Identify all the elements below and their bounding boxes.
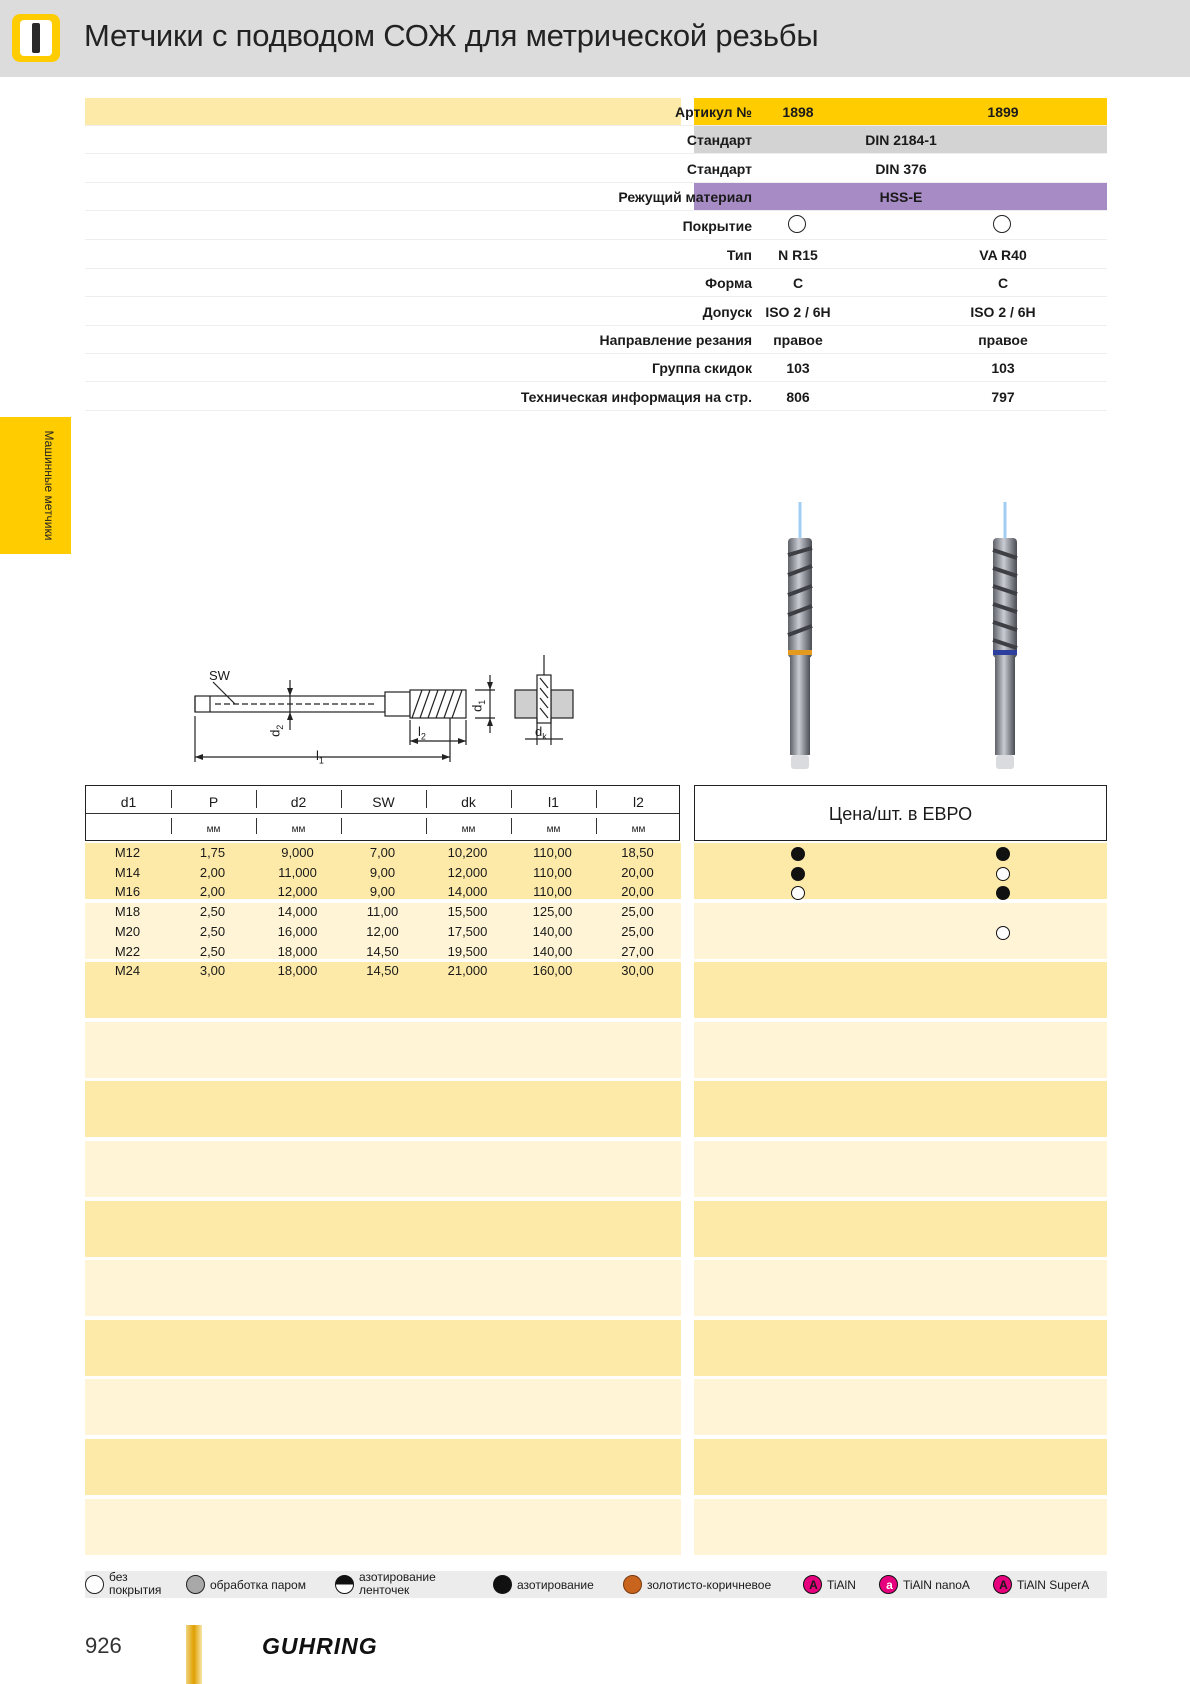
gold-brown-icon: [623, 1575, 642, 1594]
cell-l2: 27,00: [621, 944, 654, 959]
tap-1898-image: [770, 500, 830, 772]
table-band: [85, 1379, 681, 1435]
spec-value: правое: [773, 332, 823, 348]
table-band: [85, 1260, 681, 1316]
spec-row-direction: [85, 326, 1107, 354]
tialn-icon: A: [803, 1575, 822, 1594]
cell-d2: 11,000: [278, 865, 317, 880]
legend-label: азотирование: [517, 1578, 594, 1592]
available-stock-icon: [996, 886, 1010, 900]
price-band: [694, 1439, 1107, 1495]
col-header: P: [208, 794, 219, 810]
price-band: [694, 1379, 1107, 1435]
spec-label: Допуск: [702, 304, 752, 320]
cell-l1: 110,00: [533, 865, 572, 880]
price-band: [694, 1499, 1107, 1555]
spec-value: N R15: [778, 247, 818, 263]
cell-l2: 25,00: [621, 924, 654, 939]
cell-sw: 11,00: [366, 904, 399, 919]
available-stock-icon: [996, 847, 1010, 861]
spec-value: VA R40: [979, 247, 1027, 263]
dim-l1-label: $l_1$: [316, 748, 324, 766]
cell-d2: 18,000: [277, 944, 318, 959]
price-band: [694, 843, 1107, 899]
col-header: dk: [461, 794, 476, 810]
cell-sw: 12,00: [366, 924, 399, 939]
spec-row-material: [85, 183, 1107, 211]
dim-d2-label: $d_2$: [267, 724, 285, 737]
cell-p: 2,50: [199, 944, 226, 959]
cell-l2: 30,00: [621, 963, 654, 978]
spec-label: Техническая информация на стр.: [520, 389, 752, 405]
tap-logo-icon: [12, 14, 60, 62]
cell-d2: 18,000: [277, 963, 318, 978]
spec-value: 103: [786, 360, 810, 376]
legend-label: ленточек: [359, 1583, 410, 1597]
cell-d1: M24: [114, 963, 141, 978]
col-unit: мм: [461, 824, 476, 835]
price-band: [694, 1260, 1107, 1316]
legend-label: TiAlN: [827, 1578, 856, 1592]
spec-value: C: [997, 275, 1009, 291]
coating-none-icon: [993, 215, 1011, 233]
spec-value: 806: [786, 389, 810, 405]
steam-treated-icon: [186, 1575, 205, 1594]
spec-label: Стандарт: [686, 161, 752, 177]
available-order-icon: [791, 886, 805, 900]
coating-none-icon: [788, 215, 806, 233]
cell-d1: M22: [114, 944, 141, 959]
table-band: [85, 1141, 681, 1197]
spec-row-standard-2: [85, 155, 1107, 183]
cell-p: 2,00: [199, 865, 226, 880]
tap-1899-image: [975, 500, 1035, 772]
cell-p: 2,50: [199, 904, 226, 919]
spec-label: Покрытие: [682, 218, 752, 234]
tialn-nanoa-icon: a: [879, 1575, 898, 1594]
brand-logo: GUHRING: [262, 1633, 378, 1659]
cell-dk: 14,000: [447, 884, 488, 899]
legend-label: без: [109, 1570, 128, 1584]
col-unit: мм: [631, 824, 646, 835]
spec-label: Группа скидок: [652, 360, 752, 376]
cell-p: 3,00: [199, 963, 226, 978]
cell-d1: M20: [114, 924, 141, 939]
cell-l2: 18,50: [621, 845, 654, 860]
available-stock-icon: [791, 847, 805, 861]
col-header: l2: [633, 794, 644, 810]
col-unit: мм: [206, 824, 221, 835]
table-band: [85, 1499, 681, 1555]
cell-sw: 14,50: [366, 963, 399, 978]
spec-value: ISO 2 / 6H: [970, 304, 1036, 320]
price-band: [694, 903, 1107, 959]
cell-l1: 125,00: [532, 904, 573, 919]
standard-value: DIN 2184-1: [865, 132, 937, 148]
col-unit: мм: [291, 824, 306, 835]
spec-label: Артикул №: [675, 104, 752, 120]
legend-label: TiAlN SuperA: [1017, 1578, 1090, 1592]
material-value: HSS-E: [879, 189, 923, 205]
spec-row-article: [85, 98, 1107, 126]
tialn-supera-icon: A: [993, 1575, 1012, 1594]
coating-legend: [85, 1571, 1107, 1598]
uncoated-icon: [85, 1575, 104, 1594]
cell-sw: 7,00: [369, 845, 396, 860]
spec-label: Режущий материал: [618, 189, 752, 205]
price-band: [694, 962, 1107, 1018]
legend-label: TiAlN nanoA: [903, 1578, 970, 1592]
spec-label: Направление резания: [599, 332, 752, 348]
col-header: d1: [120, 794, 137, 810]
cell-l2: 20,00: [621, 865, 654, 880]
cell-d1: M18: [114, 904, 141, 919]
spec-row-type: [85, 241, 1107, 269]
cell-l2: 25,00: [621, 904, 654, 919]
side-tab-label: Машинные метчики: [42, 430, 56, 541]
dim-l2-label: $l_2$: [418, 724, 426, 742]
dim-d1-label: $d_1$: [469, 699, 487, 712]
nitride-icon: [493, 1575, 512, 1594]
dim-dk-label: $d_k$: [535, 724, 547, 742]
table-band: [85, 1081, 681, 1137]
col-header: d2: [290, 794, 307, 810]
available-order-icon: [996, 926, 1010, 940]
price-band: [694, 1081, 1107, 1137]
table-band: [85, 1439, 681, 1495]
cell-l2: 20,00: [621, 884, 654, 899]
cell-l1: 110,00: [533, 884, 572, 899]
spec-value: C: [792, 275, 804, 291]
tap-dimension-drawing: [185, 650, 585, 780]
spec-row-standard-1: [85, 126, 1107, 154]
spec-row-discount: [85, 354, 1107, 382]
cell-sw: 9,00: [369, 884, 396, 899]
cell-sw: 9,00: [369, 865, 396, 880]
table-header: [85, 785, 680, 841]
price-band: [694, 1201, 1107, 1257]
cell-d2: 14,000: [277, 904, 318, 919]
strip-nitride-icon: [335, 1575, 354, 1594]
legend-label: золотисто-коричневое: [647, 1578, 772, 1592]
available-order-icon: [996, 867, 1010, 881]
cell-d2: 12,000: [277, 884, 318, 899]
cell-d2: 16,000: [277, 924, 318, 939]
spec-value: 103: [991, 360, 1015, 376]
cell-dk: 19,500: [447, 944, 488, 959]
cell-dk: 15,500: [447, 904, 488, 919]
price-band: [694, 1141, 1107, 1197]
col-unit: мм: [546, 824, 561, 835]
spec-label: Форма: [705, 275, 752, 291]
col-header: SW: [372, 794, 395, 810]
cell-l1: 140,00: [532, 944, 573, 959]
spec-label: Стандарт: [686, 132, 752, 148]
spec-row-tolerance: [85, 298, 1107, 326]
spec-value: правое: [978, 332, 1028, 348]
spec-label: Тип: [726, 247, 752, 263]
spec-row-techinfo: [85, 383, 1107, 411]
legend-label: обработка паром: [210, 1578, 306, 1592]
cell-sw: 14,50: [366, 944, 399, 959]
article-1898: 1898: [782, 104, 814, 120]
cell-p: 1,75: [199, 845, 226, 860]
spec-value: ISO 2 / 6H: [765, 304, 831, 320]
cell-l1: 140,00: [532, 924, 573, 939]
price-band: [694, 1022, 1107, 1078]
cell-dk: 10,200: [447, 845, 488, 860]
cell-d1: M16: [114, 884, 141, 899]
col-header: l1: [548, 794, 559, 810]
cell-d1: M12: [114, 845, 141, 860]
page-number: 926: [85, 1633, 122, 1658]
standard-value: DIN 376: [875, 161, 927, 177]
cell-dk: 21,000: [447, 963, 488, 978]
spec-value: 797: [991, 389, 1015, 405]
cell-d1: M14: [114, 865, 141, 880]
cell-p: 2,00: [199, 884, 226, 899]
footer-accent-bar: [186, 1625, 202, 1684]
table-band: [85, 1320, 681, 1376]
cell-p: 2,50: [199, 924, 226, 939]
legend-label: азотирование: [359, 1570, 436, 1584]
cell-l1: 160,00: [532, 963, 573, 978]
cell-l1: 110,00: [533, 845, 572, 860]
cell-d2: 9,000: [281, 845, 314, 860]
cell-dk: 17,500: [447, 924, 488, 939]
article-1899: 1899: [987, 104, 1019, 120]
page-title: Метчики с подводом СОЖ для метрической резьбы: [84, 18, 819, 53]
price-header: Цена/шт. в ЕВРО: [694, 785, 1107, 841]
available-stock-icon: [791, 867, 805, 881]
dim-sw-label: SW: [209, 668, 230, 683]
table-band: [85, 1022, 681, 1078]
spec-row-form: [85, 269, 1107, 297]
price-band: [694, 1320, 1107, 1376]
table-band: [85, 1201, 681, 1257]
spec-row-coating: [85, 212, 1107, 240]
legend-label: покрытия: [109, 1583, 162, 1597]
cell-dk: 12,000: [447, 865, 488, 880]
